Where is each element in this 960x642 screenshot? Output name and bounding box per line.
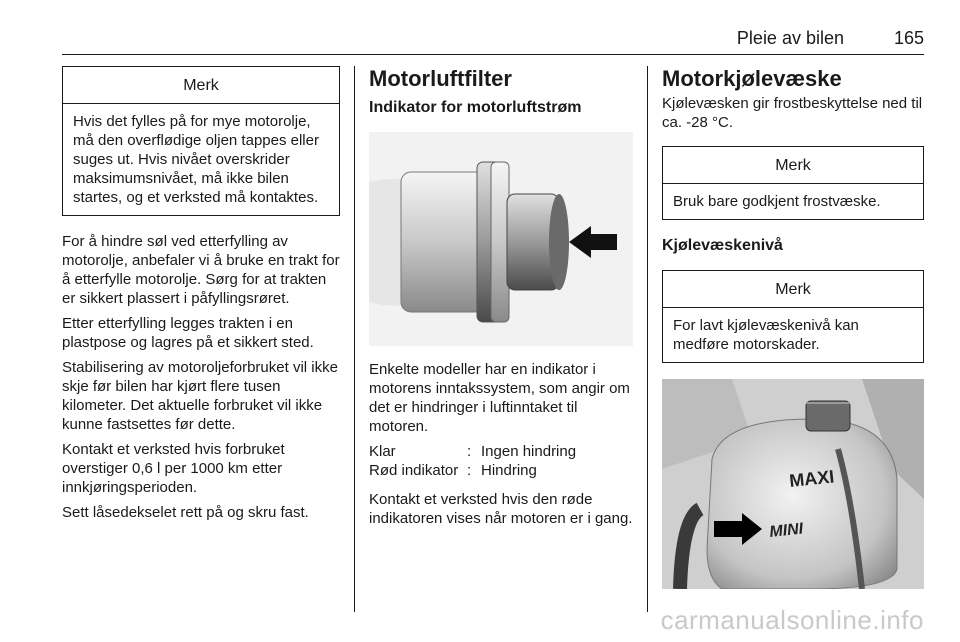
coolant-reservoir-illustration (662, 379, 924, 589)
paragraph: Etter etterfylling legges trakten i en plastpose og lagres på et sikkert sted. (62, 315, 314, 351)
watermark: carmanualsonline.info (660, 605, 924, 635)
paragraph: Kontakt et verksted hvis den røde indikatoren vises når motoren er i gang. (369, 491, 633, 527)
paragraph: Kontakt et verksted hvis forbruket overstiger 0,6 l per 1000 km etter innkjøringsperioden. (62, 441, 285, 496)
column-3 (662, 66, 924, 603)
paragraph: Stabilisering av motoroljeforbruket vil ikke skje før bilen har kjørt flere tusen kilometer. Det aktuelle forbruket vil ikke kunne fastsettes før dette. (62, 359, 338, 433)
coolant-reservoir-figure (662, 379, 924, 589)
paragraph: Sett låsedekselet rett på og skru fast. (62, 504, 309, 521)
section-subtitle: Indikator for motorluftstrøm (369, 99, 582, 116)
column-1 (62, 66, 340, 528)
note-heading: Merk (63, 67, 339, 104)
note-text: Hvis det fylles på for mye motorolje, må den overflødige oljen tappes eller suges ut. Hvis nivået overskrider maksimumsnivået, må ikke bilen startes, og et verksted må kontaktes. (73, 113, 319, 206)
state-separator: : (467, 443, 472, 460)
intro-text: Kjølevæsken gir frostbeskyttelse ned til ca. -28 °C. (662, 95, 923, 131)
column-divider (354, 66, 355, 612)
state-value: Ingen hindring (481, 443, 577, 460)
section-title: Motorluftfilter (369, 66, 512, 91)
column-2 (369, 66, 633, 534)
note-text: Bruk bare godkjent frostvæske. (673, 193, 881, 210)
section-title: Motorkjølevæske (662, 66, 842, 91)
state-separator: : (467, 462, 472, 479)
page-number: 165 (893, 28, 924, 48)
air-intake-indicator-illustration (369, 132, 633, 346)
air-filter-indicator-figure (369, 132, 633, 346)
column-divider (647, 66, 648, 612)
state-key: Klar (369, 443, 396, 460)
running-title: Pleie av bilen (736, 28, 844, 48)
note-heading: Merk (663, 147, 923, 184)
state-value: Hindring (481, 462, 537, 479)
note-box (662, 270, 924, 363)
paragraph: Enkelte modeller har en indikator i motorens inntakssystem, som angir om det er hindringer i luftinntaket til motoren. (369, 361, 630, 435)
section-subtitle: Kjølevæskenivå (662, 237, 783, 254)
state-key: Rød indikator (369, 462, 459, 479)
note-heading: Merk (663, 271, 923, 308)
page-header (62, 24, 924, 55)
note-text: For lavt kjølevæskenivå kan medføre motorskader. (673, 317, 859, 353)
note-box (62, 66, 340, 216)
max-mark: MAXI (788, 466, 836, 491)
min-mark: MINI (768, 520, 805, 541)
note-box (662, 146, 924, 220)
paragraph: For å hindre søl ved etterfylling av motorolje, anbefaler vi å bruke en trakt for å etterfylle motorolje. Sørg for at trakten er sikkert plassert i påfyllingsrøret. (62, 233, 340, 307)
indicator-states (369, 442, 633, 480)
